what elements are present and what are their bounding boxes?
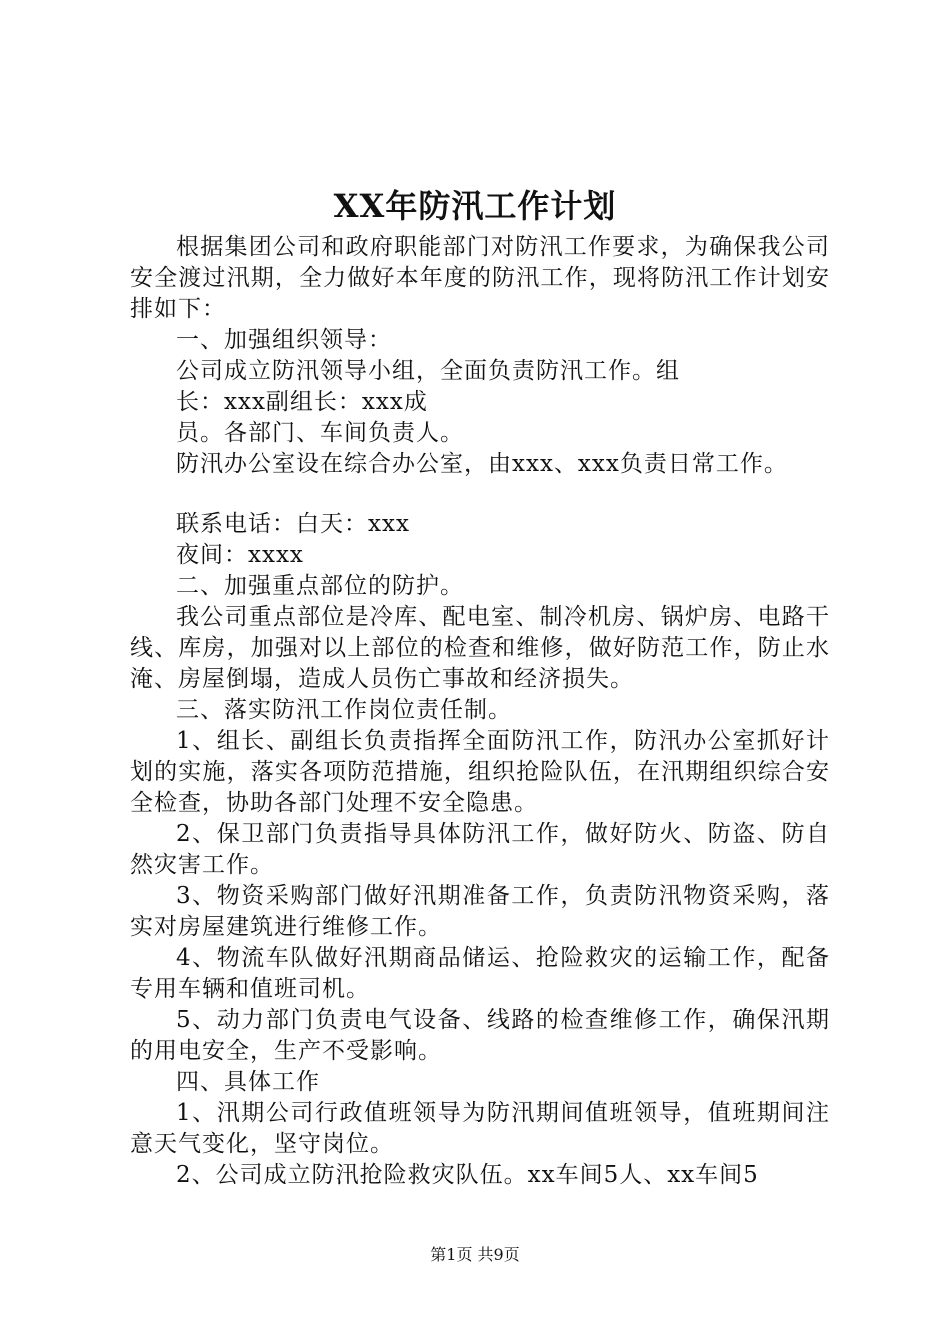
document-body	[130, 232, 830, 1191]
paragraph-phone-day: 联系电话：白天：xxx	[176, 511, 410, 537]
paragraph-office: 防汛办公室设在综合办公室，由xxx、xxx负责日常工作。	[176, 451, 788, 477]
section-heading-2: 二、加强重点部位的防护。	[176, 573, 464, 599]
paragraph-phone-night: 夜间：xxxx	[176, 542, 304, 568]
page-footer: 第1页 共9页	[430, 1245, 520, 1264]
paragraph-intro: 根据集团公司和政府职能部门对防汛工作要求，为确保我公司安全渡过汛期，全力做好本年度的防汛工作，现将防汛工作计划安排如下：	[130, 234, 830, 322]
paragraph-work-1: 1、汛期公司行政值班领导为防汛期间值班领导，值班期间注意天气变化，坚守岗位。	[130, 1100, 830, 1157]
section-heading-1: 一、加强组织领导：	[176, 327, 392, 353]
section-heading-3: 三、落实防汛工作岗位责任制。	[176, 697, 512, 723]
paragraph-item-1: 1、组长、副组长负责指挥全面防汛工作，防汛办公室抓好计划的实施，落实各项防范措施，组织抢险队伍，在汛期组织综合安全检查，协助各部门处理不安全隐患。	[130, 728, 830, 816]
section-heading-4: 四、具体工作	[176, 1069, 320, 1095]
blank-line	[130, 480, 830, 509]
paragraph-item-2: 2、保卫部门负责指导具体防汛工作，做好防火、防盗、防自然灾害工作。	[130, 821, 830, 878]
paragraph-item-3: 3、物资采购部门做好汛期准备工作，负责防汛物资采购，落实对房屋建筑进行维修工作。	[130, 883, 830, 940]
paragraph-members: 员。各部门、车间负责人。	[176, 420, 464, 446]
paragraph-key-areas: 我公司重点部位是冷库、配电室、制冷机房、锅炉房、电路干线、库房，加强对以上部位的检查和维修，做好防范工作，防止水淹、房屋倒塌，造成人员伤亡事故和经济损失。	[130, 604, 830, 692]
paragraph-item-5: 5、动力部门负责电气设备、线路的检查维修工作，确保汛期的用电安全，生产不受影响。	[130, 1007, 830, 1064]
paragraph-leadership-group: 公司成立防汛领导小组，全面负责防汛工作。组	[176, 358, 680, 384]
paragraph-leader-names: 长：xxx副组长：xxx成	[176, 389, 428, 415]
document-title: XX年防汛工作计划	[333, 187, 617, 225]
paragraph-work-2: 2、公司成立防汛抢险救灾队伍。xx车间5人、xx车间5	[176, 1162, 759, 1188]
paragraph-item-4: 4、物流车队做好汛期商品储运、抢险救灾的运输工作，配备专用车辆和值班司机。	[130, 945, 830, 1002]
